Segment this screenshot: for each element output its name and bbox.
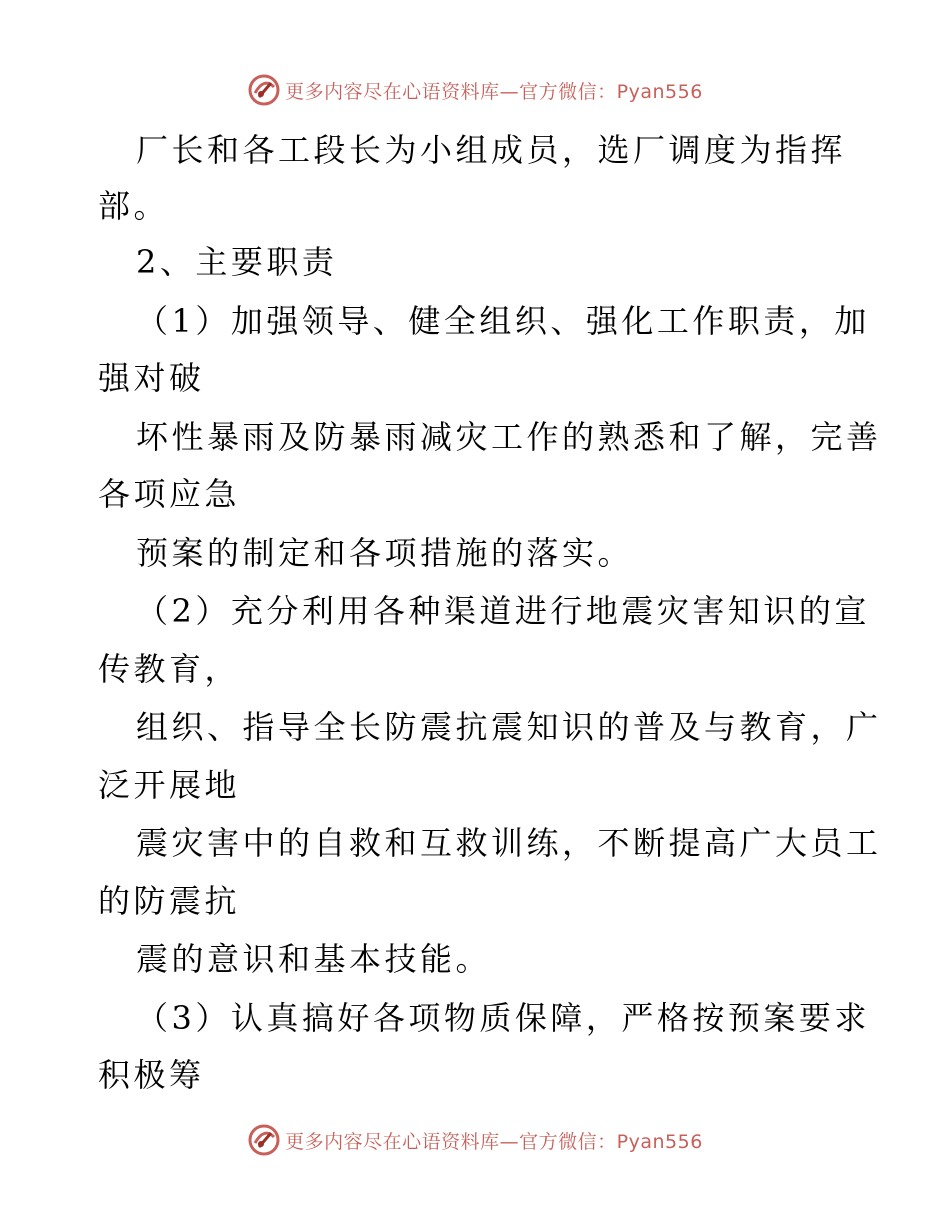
text-line: 部。 xyxy=(98,187,170,225)
text-line: 各项应急 xyxy=(98,475,241,513)
text-line: （2）充分利用各种渠道进行地震灾害知识的宣 xyxy=(136,592,870,630)
header-banner-text: 更多内容尽在心语资料库—官方微信：Pyan556 xyxy=(285,80,703,103)
text-line: 坏性暴雨及防暴雨减灾工作的熟悉和了解，完善 xyxy=(136,418,882,456)
text-line: 震的意识和基本技能。 xyxy=(136,940,492,978)
text-line: 厂长和各工段长为小组成员，选厂调度为指挥 xyxy=(136,131,847,169)
brand-seal-icon xyxy=(247,73,281,107)
text-line: 震灾害中的自救和互救训练，不断提高广大员工 xyxy=(136,824,882,862)
text-line: 的防震抗 xyxy=(98,882,241,920)
text-line: 传教育， xyxy=(98,650,241,688)
text-line: 强对破 xyxy=(98,359,205,397)
text-line: 预案的制定和各项措施的落实。 xyxy=(136,534,634,572)
text-line: 积极筹 xyxy=(98,1056,205,1094)
footer-banner-text: 更多内容尽在心语资料库—官方微信：Pyan556 xyxy=(285,1130,703,1153)
text-line: 组织、指导全长防震抗震知识的普及与教育，广 xyxy=(136,708,882,746)
header-banner xyxy=(0,70,950,110)
footer-banner xyxy=(0,1120,950,1160)
brand-seal-icon xyxy=(247,1123,281,1157)
section-heading: 2、主要职责 xyxy=(136,243,338,281)
text-line: （1）加强领导、健全组织、强化工作职责，加 xyxy=(136,302,870,340)
text-line: （3）认真搞好各项物质保障，严格按预案要求 xyxy=(136,999,870,1037)
text-line: 泛开展地 xyxy=(98,766,241,804)
